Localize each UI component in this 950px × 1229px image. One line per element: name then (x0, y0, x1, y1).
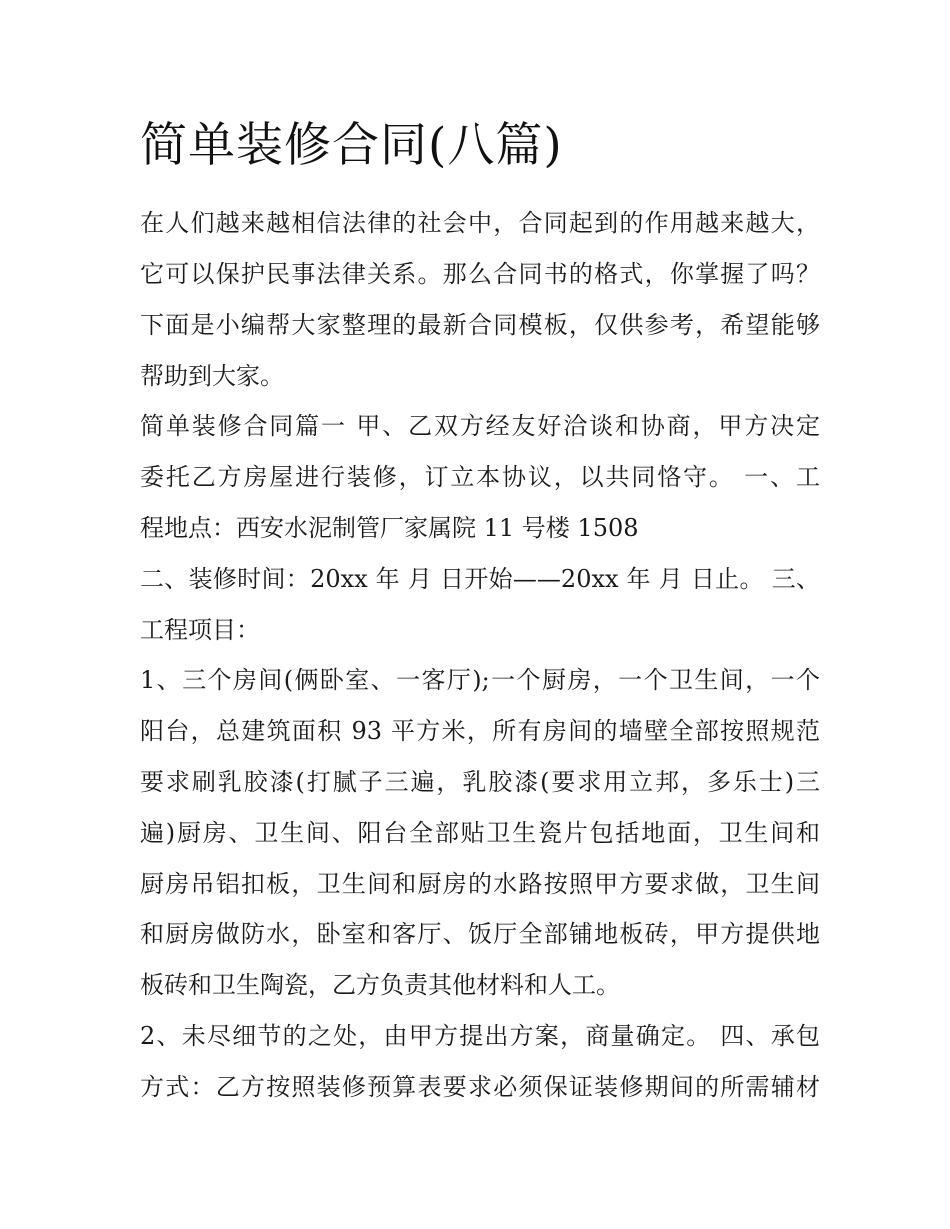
body-line-7: 程地点：西安水泥制管厂家属院 11 号楼 1508 (140, 514, 639, 542)
body-line-11: 阳台，总建筑面积 93 平方米，所有房间的墙壁全部按照规范 (140, 717, 820, 745)
body-line-18: 方式：乙方按照装修预算表要求必须保证装修期间的所需辅材 (140, 1073, 820, 1101)
body-line-15: 和厨房做防水，卧室和客厅、饭厅全部铺地板砖，甲方提供地 (140, 920, 820, 948)
body-line-2: 它可以保护民事法律关系。那么合同书的格式，你掌握了吗？ (140, 260, 820, 288)
body-line-16: 板砖和卫生陶瓷，乙方负责其他材料和人工。 (140, 971, 620, 999)
body-line-12: 要求刷乳胶漆(打腻子三遍，乳胶漆(要求用立邦，多乐士)三 (140, 768, 820, 796)
body-line-3: 下面是小编帮大家整理的最新合同模板，仅供参考，希望能够 (140, 311, 820, 339)
body-line-17: 2、未尽细节的之处，由甲方提出方案，商量确定。 四、承包 (140, 1022, 820, 1050)
body-line-10: 1、三个房间(俩卧室、一客厅);一个厨房，一个卫生间，一个 (140, 666, 820, 694)
body-line-14: 厨房吊铝扣板，卫生间和厨房的水路按照甲方要求做，卫生间 (140, 870, 820, 898)
body-line-13: 遍)厨房、卫生间、阳台全部贴卫生瓷片包括地面，卫生间和 (140, 819, 820, 847)
body-line-9: 工程项目： (140, 616, 260, 644)
body-line-4: 帮助到大家。 (140, 362, 284, 390)
body-line-6: 委托乙方房屋进行装修，订立本协议，以共同恪守。 一、工 (140, 463, 820, 491)
body-line-5: 简单装修合同篇一 甲、乙双方经友好洽谈和协商，甲方决定 (140, 412, 820, 440)
document-title: 简单装修合同(八篇) (140, 118, 563, 173)
body-line-1: 在人们越来越相信法律的社会中，合同起到的作用越来越大， (140, 209, 820, 237)
body-line-8: 二、装修时间：20xx 年 月 日开始——20xx 年 月 日止。 三、 (140, 565, 820, 593)
